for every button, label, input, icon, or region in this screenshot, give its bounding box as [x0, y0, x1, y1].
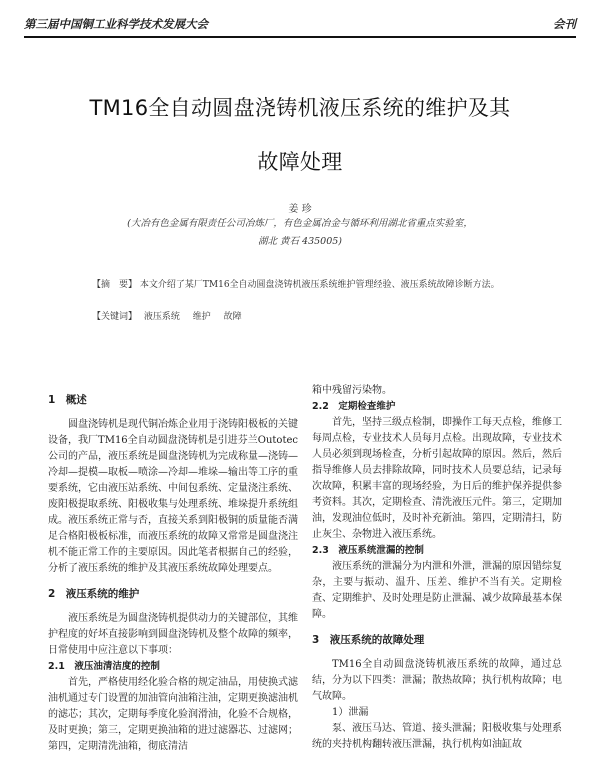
paper-title-line-2: 故障处理	[257, 150, 343, 174]
keyword-item: 故障	[223, 312, 242, 322]
section-1-paragraph: 圆盘浇铸机是现代铜冶炼企业用于浇铸阳极板的关键设备，我厂TM16全自动圆盘浇铸机是引进芬兰Outotec公司的产品，液压系统是圆盘浇铸机为完成称量—浇铸—冷却—提模—取板—喷涂—冷却—堆垛—输出等工序的重要系统，它由液压站系统、中间包系统、定量浇注系统、废阳极提取系统、阳极收集与处理系统、堆垛提升系统组成。液压系统正常与否，直接关系到阳极铜的质量能否满足合格阳极板标准，而液压系统的故障又常常是圆盘浇注机不能正常工作的主要原因。因此笔者根据自己的经验，分析了液压系统的维护及其液压系统故障处理要点。	[48, 419, 298, 574]
section-2-2-paragraph: 首先，坚持三级点检制，即操作工每天点检，维修工每周点检，专业技术人员每月点检。出现故障，专业技术人员必须到现场检查，分析引起故障的原因。然后，然后指导维修人员去排除故障，同时技术人员要总结，记录每次故障，积累丰富的现场经验，为日后的维护保养提供参考资料。其次，定期检查、清洗液压元件。第三，定期加油，发现油位低时，及时补充新油。第四，定期清扫，防止灰尘、杂物进入液压系统。	[312, 417, 562, 540]
journal-label: 会刊	[553, 17, 576, 31]
abstract	[92, 277, 532, 290]
section-2-3-paragraph: 液压系统的泄漏分为内泄和外泄，泄漏的原因错综复杂，主要与振动、温升、压差、维护不当有关。定期检查、定期维护、及时处理是防止泄漏、减少故障最基本保障。	[312, 561, 562, 620]
keywords-label: 【关键词】	[92, 312, 138, 322]
section-1-heading: 1 概述	[48, 394, 87, 406]
keyword-item: 维护	[192, 312, 211, 322]
continued-text: 箱中残留污染物。	[312, 385, 392, 396]
left-column	[48, 392, 298, 755]
abstract-text: 本文介绍了某厂TM16全自动圆盘浇铸机液压系统维护管理经验、液压系统故障诊断方法。	[139, 280, 500, 290]
section-3-paragraph: TM16全自动圆盘浇铸机液压系统的故障，通过总结，分为以下四类：泄漏；散热故障；执行机构故障；电气故障。	[312, 659, 562, 702]
conference-name: 第三届中国铜工业科学技术发展大会	[24, 17, 208, 31]
right-column	[312, 383, 562, 753]
section-2-2-heading: 2.2 定期检查维护	[312, 401, 396, 412]
section-2-1-paragraph: 首先，严格使用经化验合格的规定油品，用使换式滤油机通过专门设置的加油管向油箱注油，定期更换滤油机的滤芯；其次，定期每季度化验润滑油，化验不合规格，及时更换；第三，定期更换油箱的进过滤器芯、过滤网；第四，定期清洗油箱，彻底清洁	[48, 677, 298, 752]
affiliation-line-2: 湖北 黄石 435005)	[257, 236, 342, 247]
affiliation-line-1: (大冶有色金属有限责任公司冶炼厂，有色金属冶金与循环利用湖北省重点实验室，	[127, 218, 473, 229]
keyword-item: 液压系统	[143, 312, 180, 322]
author-name: 姜 珍	[288, 204, 312, 215]
abstract-label: 【摘 要】	[92, 280, 138, 290]
header-divider	[24, 36, 576, 38]
section-3-list-item: 1）泄漏	[332, 707, 369, 718]
section-2-heading: 2 液压系统的维护	[48, 588, 140, 600]
section-2-1-heading: 2.1 液压油清洁度的控制	[48, 661, 160, 672]
section-2-3-heading: 2.3 液压系统泄漏的控制	[312, 545, 424, 556]
keywords	[92, 309, 532, 322]
page-header	[24, 14, 576, 34]
section-3-heading: 3 液压系统的故障处理	[312, 634, 425, 646]
section-2-paragraph: 液压系统是为圆盘浇铸机提供动力的关键部位，其维护程度的好坏直接影响到圆盘浇铸机及整个故障的频率，日常使用中应注意以下事项：	[48, 613, 298, 656]
section-3-paragraph-2: 泵、液压马达、管道、接头泄漏；阳极收集与处理系统的夹持机构翻转液压泄漏，执行机构如油缸故	[312, 723, 562, 750]
paper-title-line-1: TM16全自动圆盘浇铸机液压系统的维护及其	[89, 96, 511, 120]
